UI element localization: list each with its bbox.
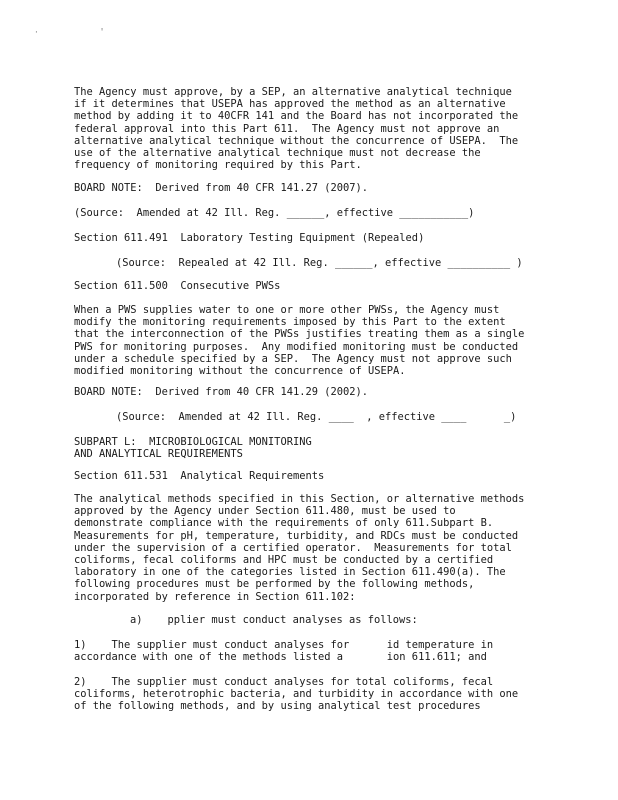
source-note-amended: (Source: Amended at 42 Ill. Reg. ______, effective ___________): [74, 207, 475, 219]
subsection-a: a) pplier must conduct analyses as follows:: [130, 614, 418, 626]
source-note-repealed: (Source: Repealed at 42 Ill. Reg. ______, effective __________ ): [116, 257, 523, 269]
paragraph-analytical-methods: The analytical methods specified in this Section, or alternative methods approved by the Agency under Section 611.480, must be used to demonstrate compliance with the requirements of only 611.Subpart B. Measurements for pH, temperature, turbidity, and RDCs must be conducted under the supervision of a certified operator. Measurements for total coliforms, fecal coliforms and HPC must be conducted by a certified laboratory in one of the categories listed in Section 611.490(a). The following procedures must be performed by the following methods, incorporated by reference in Section 611.102:: [74, 493, 525, 603]
item-1: 1) The supplier must conduct analyses for id temperature in accordance with one of the methods listed a ion 611.611; and: [74, 639, 494, 664]
paragraph-alternative-technique: The Agency must approve, by a SEP, an alternative analytical technique if it determines that USEPA has approved the method as an alternative method by adding it to 40CFR 141 and the Board has not incorporated the federal approval into this Part 611. The Agency must not approve an alternative analytical technique without the concurrence of USEPA. The use of the alternative analytical technique must not decrease the frequency of monitoring required by this Part.: [74, 86, 519, 172]
paragraph-consecutive-pws: When a PWS supplies water to one or more other PWSs, the Agency must modify the monitoring requirements imposed by this Part to the extent that the interconnection of the PWSs justifies treating them as a single PWS for monitoring purposes. Any modified monitoring must be conducted under a schedule specified by a SEP. The Agency must not approve such modified monitoring without the concurrence of USEPA.: [74, 304, 525, 378]
board-note-141-27: BOARD NOTE: Derived from 40 CFR 141.27 (2007).: [74, 182, 369, 194]
section-611-531-heading: Section 611.531 Analytical Requirements: [74, 470, 325, 482]
section-611-491-heading: Section 611.491 Laboratory Testing Equipment (Repealed): [74, 232, 425, 244]
scan-specks: · ': [34, 28, 133, 37]
subpart-l-heading: SUBPART L: MICROBIOLOGICAL MONITORING AND ANALYTICAL REQUIREMENTS: [74, 436, 312, 461]
board-note-141-29: BOARD NOTE: Derived from 40 CFR 141.29 (2002).: [74, 386, 369, 398]
item-2: 2) The supplier must conduct analyses for total coliforms, fecal coliforms, heterotrophic bacteria, and turbidity in accordance with one of the following methods, and by using analytical test procedures: [74, 676, 519, 713]
source-note-amended-2: (Source: Amended at 42 Ill. Reg. ____ , effective ____ _): [116, 411, 517, 423]
section-611-500-heading: Section 611.500 Consecutive PWSs: [74, 280, 281, 292]
